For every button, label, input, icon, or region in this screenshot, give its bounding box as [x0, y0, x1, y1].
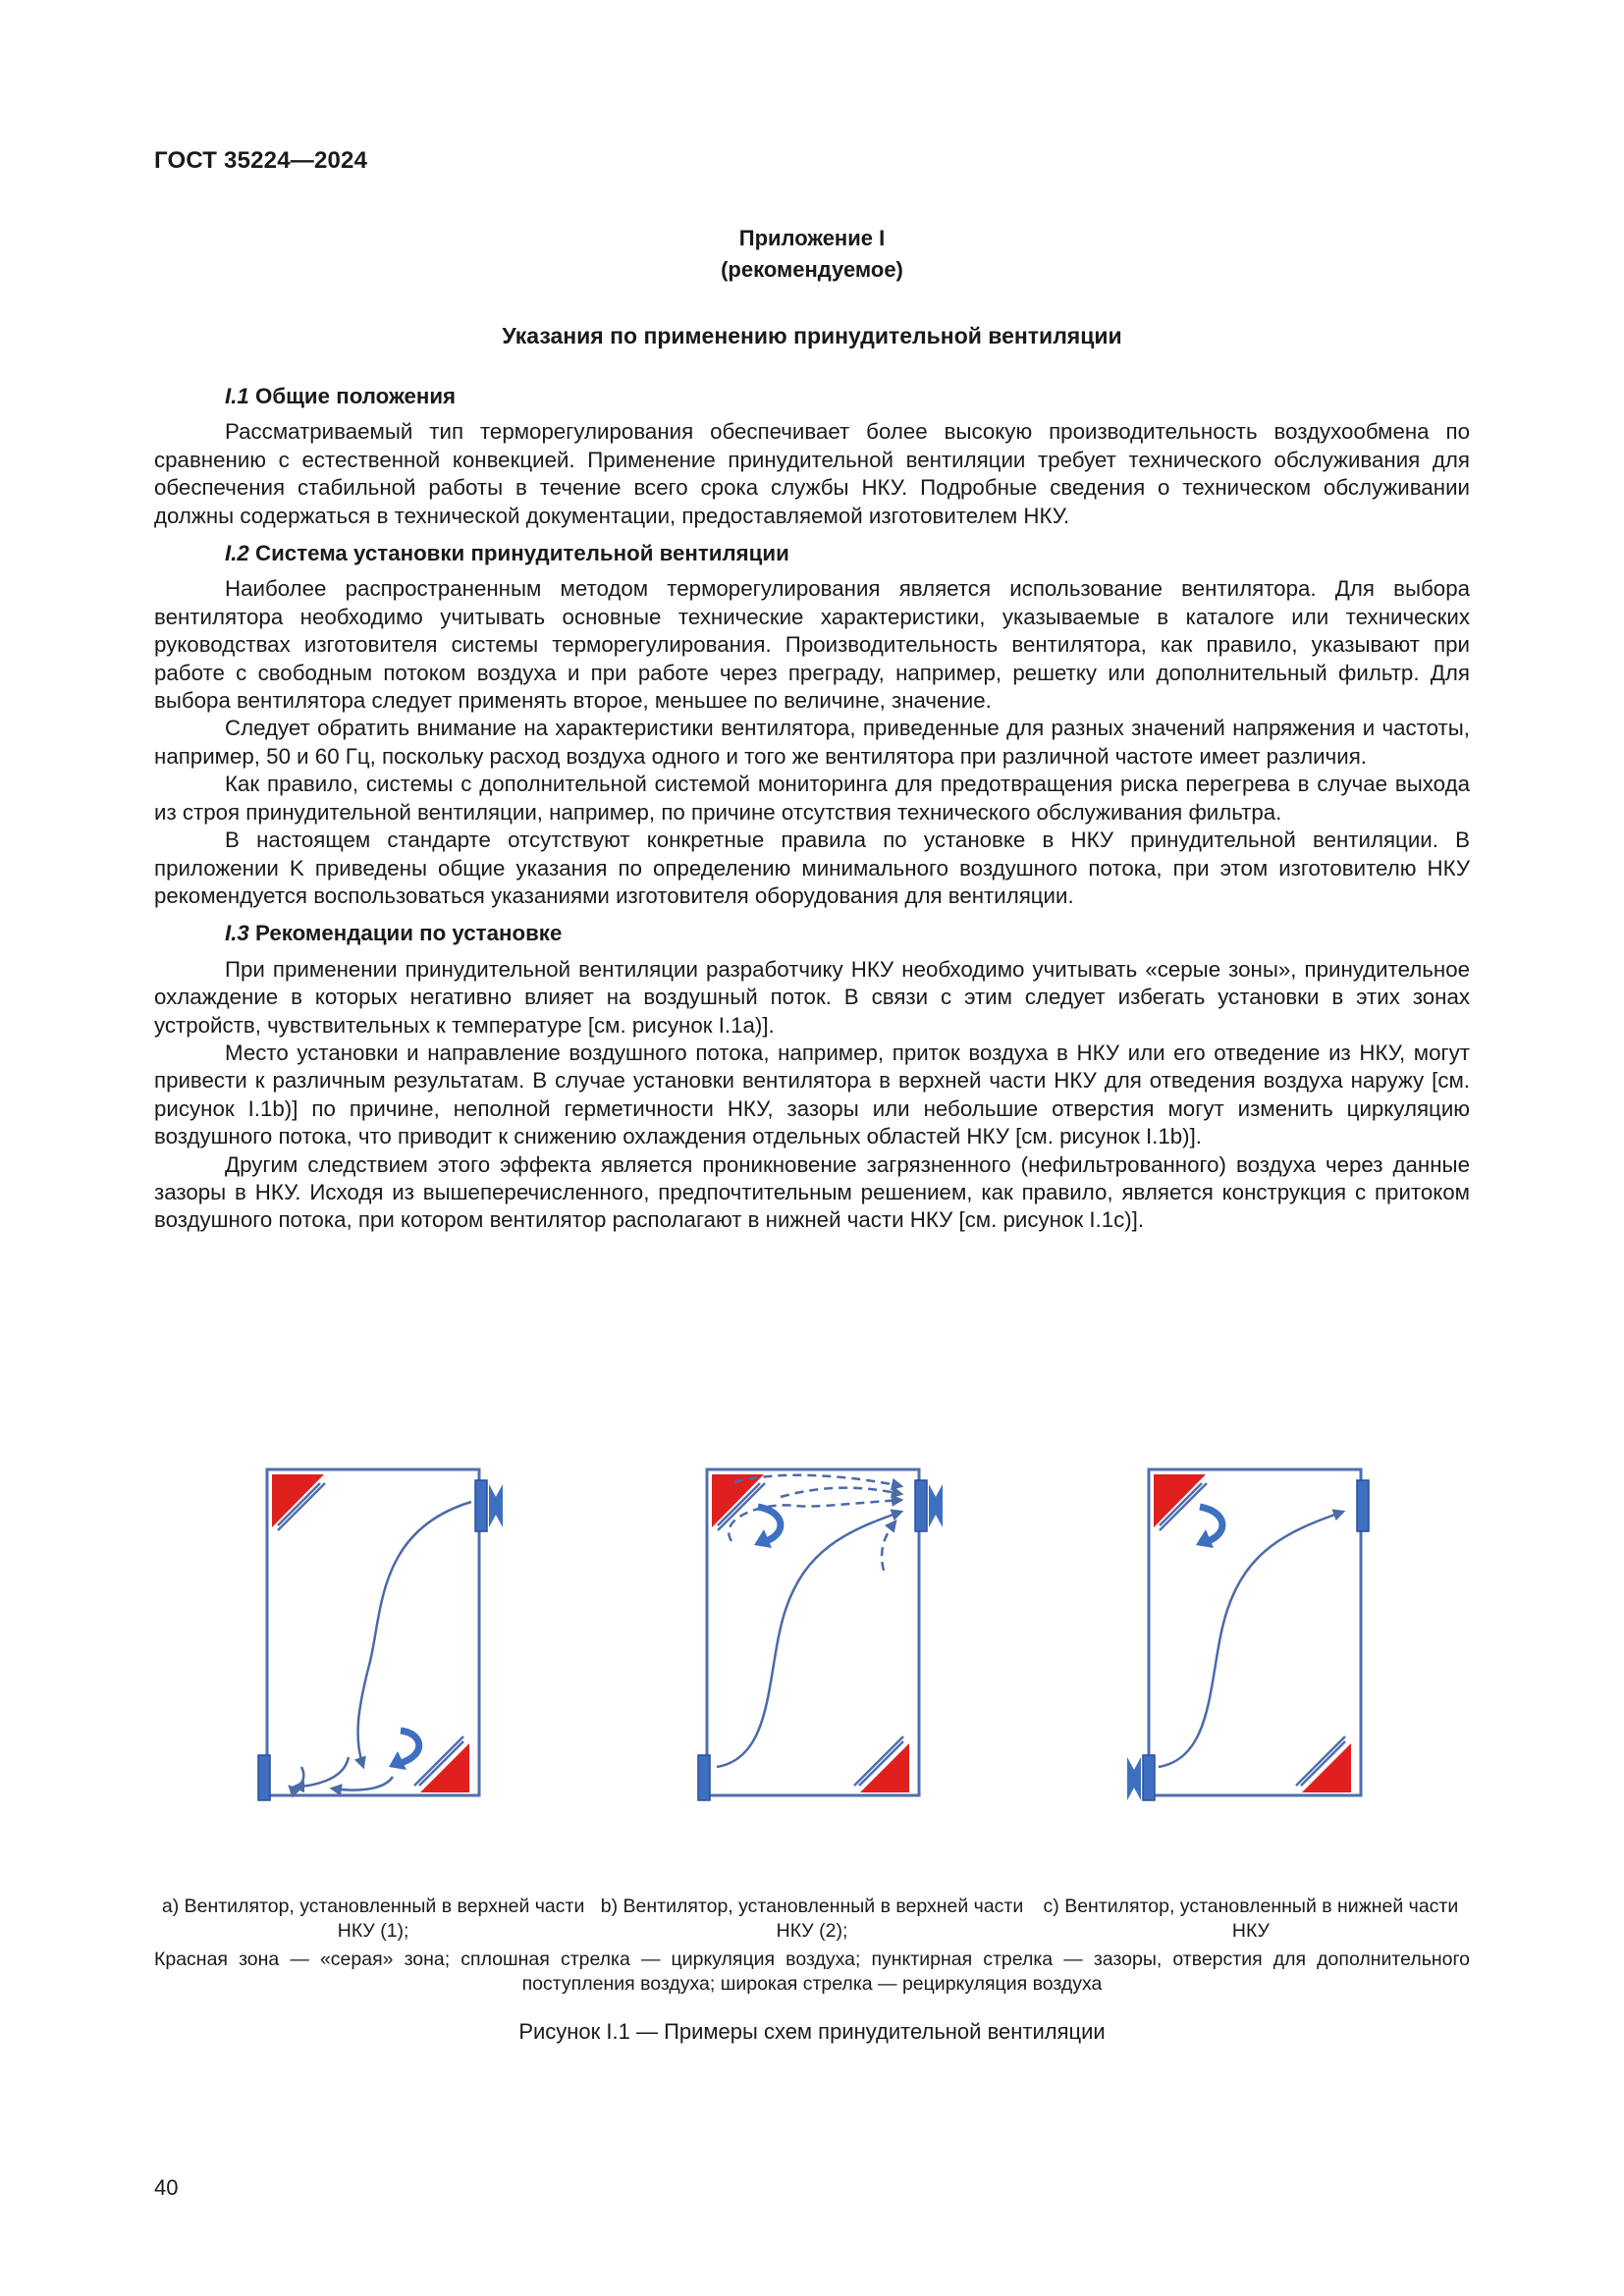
gray-zone	[1154, 1474, 1206, 1527]
fan-blade	[491, 1484, 503, 1527]
caption-c: c) Вентилятор, установленный в нижней части НКУ	[1043, 1896, 1459, 1942]
section-number: I.2	[225, 541, 249, 566]
paragraph: Место установки и направление воздушного потока, например, приток воздуха в НКУ или его отведение из НКУ, могут привести к различным результатам. В случае установки вентилятора в верхней части НКУ для отведения воздуха наружу [см. рисунок I.1b)] по причине, неполной герметичности НКУ, зазоры или небольшие отверстия могут изменить циркуляцию воздушного потока, что приводит к снижению охлаждения отдельных областей НКУ [см. рисунок I.1b)].	[154, 1040, 1470, 1149]
section-heading	[154, 540, 1470, 567]
ventilation-diagram	[0, 1443, 1624, 1855]
cabinet-outline	[267, 1469, 479, 1795]
gray-zone	[420, 1743, 469, 1792]
airflow-arrow	[358, 1502, 471, 1767]
diagram-b	[698, 1469, 943, 1800]
section-title: Общие положения	[255, 384, 457, 408]
gray-zone	[1302, 1743, 1351, 1792]
fan	[698, 1755, 710, 1800]
paragraph: Рассматриваемый тип терморегулирования обеспечивает более высокую производительность воздухообмена по сравнению с естественной конвекцией. Применение принудительной вентиляции требует технического обслуживания для обеспечения стабильной работы в течение всего срока службы НКУ. Подробные сведения о техническом обслуживании должны содержаться в технической документации, предоставляемой изготовителем НКУ.	[154, 419, 1470, 528]
annex-title: Указания по применению принудительной вентиляции	[502, 323, 1122, 348]
recirculation-arrow	[401, 1731, 419, 1763]
caption-b: b) Вентилятор, установленный в верхней части НКУ (2);	[600, 1896, 1024, 1942]
paragraph: Другим следствием этого эффекта является проникновение загрязненного (нефильтрованного) воздуха через данные зазоры в НКУ. Исходя из вышеперечисленного, предпочтительным решением, как правило, является конструкция с притоком воздушного потока, при котором вентилятор располагают в нижней части НКУ [см. рисунок I.1c)].	[154, 1151, 1470, 1233]
gray-zone	[860, 1743, 909, 1792]
annex-label: Приложение I	[738, 226, 886, 250]
paragraph: При применении принудительной вентиляции разработчику НКУ необходимо учитывать «серые зоны», принудительное охлаждение в которых негативно влияет на воздушный поток. В связи с этим следует избегать установки в этих зонах устройств, чувствительных к температуре [см. рисунок I.1a)].	[154, 956, 1470, 1038]
caption-a: a) Вентилятор, установленный в верхней части НКУ (1);	[161, 1896, 585, 1942]
paragraph: Следует обратить внимание на характеристики вентилятора, приведенные для разных значений напряжения и частоты, например, 50 и 60 Гц, поскольку расход воздуха одного и того же вентилятора при различной частоте имеет различия.	[154, 716, 1470, 769]
fan	[1357, 1480, 1369, 1531]
fan	[258, 1755, 270, 1800]
page-number: 40	[154, 2175, 179, 2200]
figure-legend: Красная зона — «серая» зона; сплошная стрелка — циркуляция воздуха; пунктирная стрелка — зазоры, отверстия для дополнительного поступления воздуха; широкая стрелка — рециркуляция воздуха	[154, 1949, 1470, 1995]
paragraph: Наиболее распространенным методом терморегулирования является использование вентилятора. Для выбора вентилятора необходимо учитывать основные технические характеристики, указываемые в каталоге или технических руководствах изготовителя системы терморегулирования. Производительность вентилятора, как правило, указывают при работе с свободным потоком воздуха и при работе через преграду, например, решетку или дополнительный фильтр. Для выбора вентилятора следует применять второе, меньшее по величине, значение.	[154, 576, 1470, 714]
document-header: ГОСТ 35224—2024	[154, 147, 368, 174]
figure-ventilation-schemes	[0, 1443, 1624, 1855]
section-title: Система установки принудительной вентиляции	[255, 541, 789, 566]
body-text	[154, 383, 1470, 1235]
airflow-arrow	[290, 1767, 303, 1788]
airflow-arrow	[717, 1512, 901, 1767]
paragraph: Как правило, системы с дополнительной системой мониторинга для предотвращения риска перегрева в случае выхода из строя принудительной вентиляции, например, по причине отсутствия технического обслуживания фильтра.	[154, 772, 1470, 825]
fan	[475, 1480, 487, 1531]
fan-blade	[931, 1484, 943, 1527]
section-number: I.1	[225, 384, 249, 408]
gap-airflow-arrow	[781, 1488, 901, 1497]
figure-captions	[154, 1895, 1470, 1997]
section-title: Рекомендации по установке	[255, 921, 563, 946]
airflow-arrow	[1159, 1512, 1343, 1767]
cabinet-outline	[1149, 1469, 1361, 1795]
section-heading	[154, 383, 1470, 410]
cabinet-outline	[707, 1469, 919, 1795]
fan	[1143, 1755, 1155, 1800]
airflow-arrow	[332, 1777, 393, 1790]
gap-airflow-arrow	[882, 1522, 895, 1571]
paragraph: В настоящем стандарте отсутствуют конкретные правила по установке в НКУ принудительной вентиляции. В приложении K приведены общие указания по определению минимального воздушного потока, при этом изготовителю НКУ рекомендуется воспользоваться указаниями изготовителя оборудования для вентиляции.	[154, 828, 1470, 908]
section-number: I.3	[225, 921, 249, 946]
figure-title: Рисунок I.1 — Примеры схем принудительной вентиляции	[518, 2019, 1106, 2044]
section-heading	[154, 920, 1470, 947]
gray-zone	[272, 1474, 324, 1527]
fan-blade	[1127, 1757, 1139, 1800]
annex-status: (рекомендуемое)	[721, 257, 903, 282]
diagram-c	[1127, 1469, 1369, 1800]
fan	[915, 1480, 927, 1531]
diagram-a	[258, 1469, 503, 1800]
